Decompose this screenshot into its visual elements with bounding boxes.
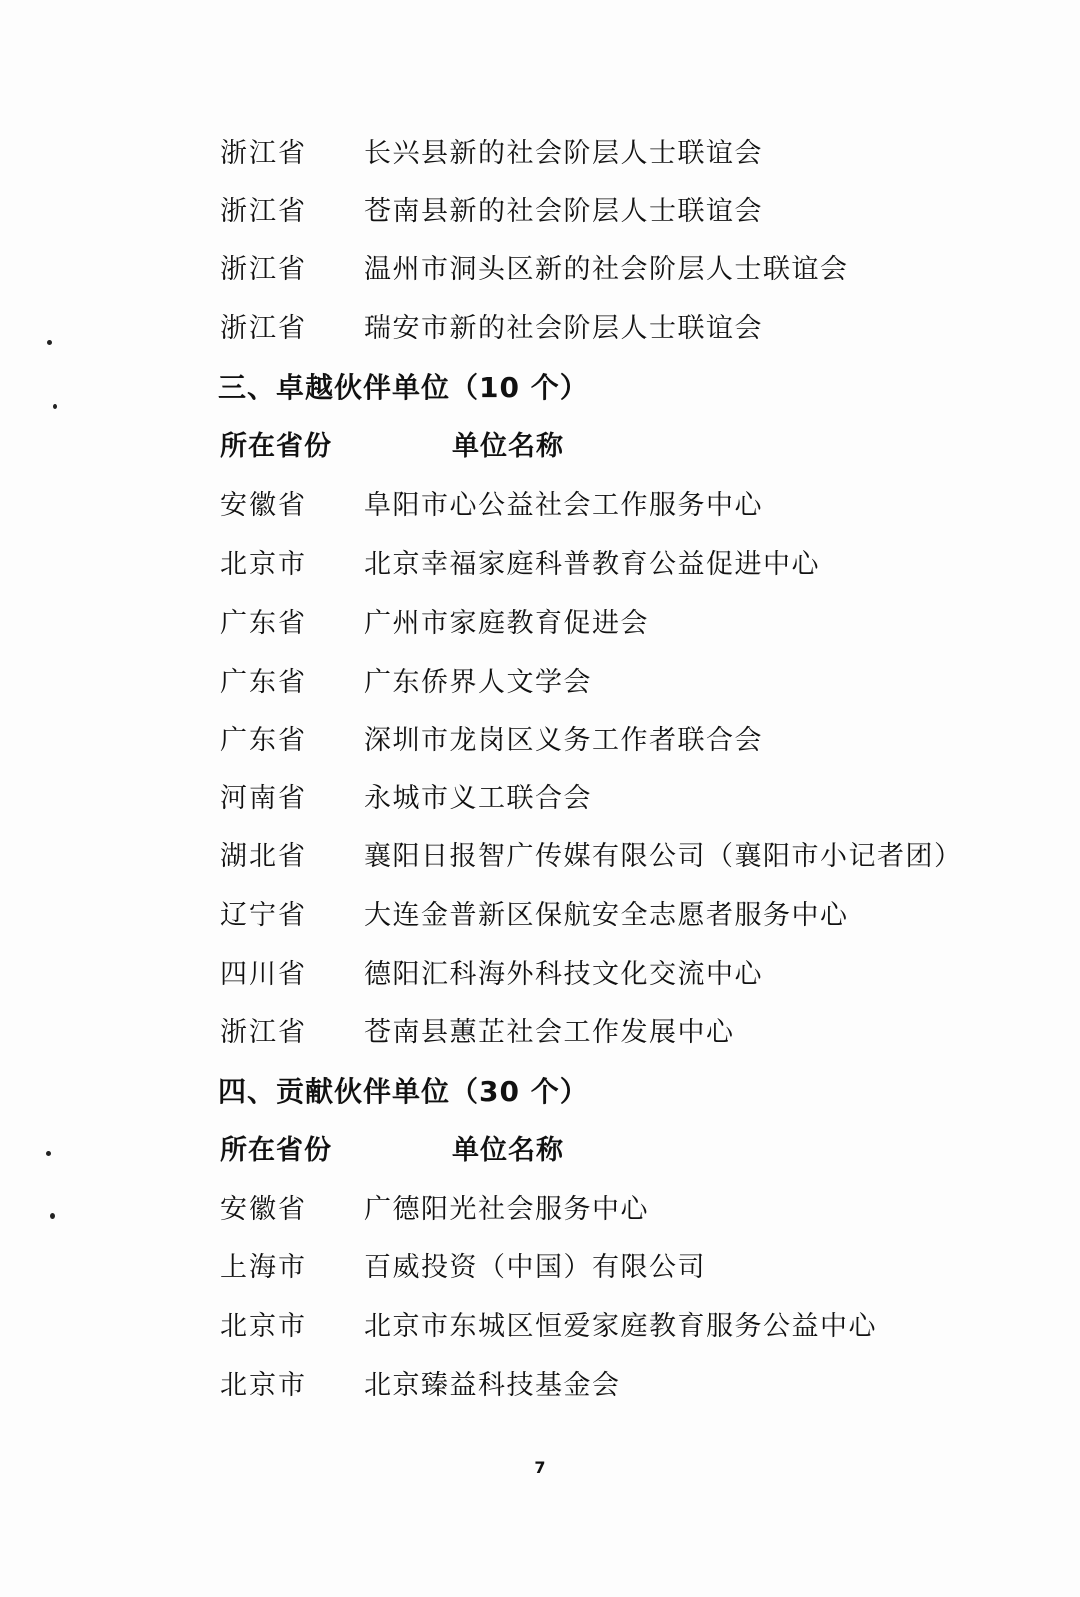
org-name-cell: 深圳市龙岗区义务工作者联合会 <box>364 725 763 756</box>
province-cell: 浙江省 <box>220 1017 307 1048</box>
org-name-cell: 苍南县新的社会阶层人士联谊会 <box>364 196 763 227</box>
province-cell: 湖北省 <box>220 841 307 872</box>
org-name-cell: 瑞安市新的社会阶层人士联谊会 <box>364 313 763 344</box>
province-cell: 北京市 <box>220 1311 307 1342</box>
province-cell: 浙江省 <box>220 138 307 169</box>
column-header-org-name: 单位名称 <box>452 1135 564 1166</box>
page-number: 7 <box>534 1458 546 1477</box>
org-name-cell: 广州市家庭教育促进会 <box>364 608 649 639</box>
province-cell: 四川省 <box>220 959 307 990</box>
org-name-cell: 北京臻益科技基金会 <box>364 1370 621 1401</box>
scan-speck <box>50 1213 55 1219</box>
scan-speck <box>53 404 57 409</box>
org-name-cell: 襄阳日报智广传媒有限公司（襄阳市小记者团） <box>364 841 963 872</box>
province-cell: 安徽省 <box>220 490 307 521</box>
province-cell: 河南省 <box>220 783 307 814</box>
section-heading-excellent-partners: 三、卓越伙伴单位（10 个） <box>218 371 589 404</box>
province-cell: 广东省 <box>220 608 307 639</box>
org-name-cell: 阜阳市心公益社会工作服务中心 <box>364 490 763 521</box>
org-name-cell: 苍南县蕙芷社会工作发展中心 <box>364 1017 735 1048</box>
province-cell: 安徽省 <box>220 1194 307 1225</box>
org-name-cell: 长兴县新的社会阶层人士联谊会 <box>364 138 763 169</box>
province-cell: 浙江省 <box>220 313 307 344</box>
org-name-cell: 百威投资（中国）有限公司 <box>364 1252 706 1283</box>
province-cell: 广东省 <box>220 667 307 698</box>
org-name-cell: 北京幸福家庭科普教育公益促进中心 <box>364 549 820 580</box>
province-cell: 辽宁省 <box>220 900 307 931</box>
column-header-province: 所在省份 <box>220 431 332 462</box>
scan-speck <box>46 1151 51 1156</box>
org-name-cell: 北京市东城区恒爱家庭教育服务公益中心 <box>364 1311 877 1342</box>
column-header-org-name: 单位名称 <box>452 431 564 462</box>
org-name-cell: 广东侨界人文学会 <box>364 667 592 698</box>
column-header-province: 所在省份 <box>220 1135 332 1166</box>
scan-speck <box>47 340 52 345</box>
org-name-cell: 广德阳光社会服务中心 <box>364 1194 649 1225</box>
org-name-cell: 大连金普新区保航安全志愿者服务中心 <box>364 900 849 931</box>
org-name-cell: 德阳汇科海外科技文化交流中心 <box>364 959 763 990</box>
province-cell: 广东省 <box>220 725 307 756</box>
province-cell: 浙江省 <box>220 196 307 227</box>
province-cell: 上海市 <box>220 1252 307 1283</box>
section-heading-contributing-partners: 四、贡献伙伴单位（30 个） <box>218 1075 589 1108</box>
province-cell: 北京市 <box>220 549 307 580</box>
province-cell: 浙江省 <box>220 254 307 285</box>
org-name-cell: 温州市洞头区新的社会阶层人士联谊会 <box>364 254 849 285</box>
province-cell: 北京市 <box>220 1370 307 1401</box>
org-name-cell: 永城市义工联合会 <box>364 783 592 814</box>
